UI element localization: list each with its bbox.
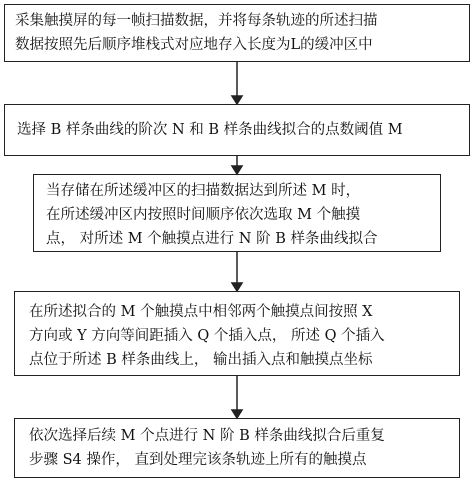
arrow-3-to-4-head bbox=[232, 283, 242, 291]
step-4-line-1: 在所述拟合的 M 个触摸点中相邻两个触摸点间按照 X bbox=[29, 304, 373, 320]
step-box-4 bbox=[14, 291, 460, 376]
step-box-3 bbox=[33, 174, 441, 252]
step-4-line-3: 点位于所述 B 样条曲线上， 输出插入点和触摸点坐标 bbox=[29, 352, 373, 368]
step-3-line-1: 当存储在所述缓冲区的扫描数据达到所述 M 时， bbox=[46, 183, 361, 199]
step-box-1 bbox=[4, 4, 470, 62]
step-box-5 bbox=[14, 418, 460, 478]
arrow-1-to-2-head bbox=[232, 96, 242, 104]
step-1-line-1: 采集触摸屏的每一帧扫描数据，并将每条轨迹的所述扫描 bbox=[15, 13, 378, 29]
step-4-line-2: 方向或 Y 方向等间距插入 Q 个插入点， 所述 Q 个插入 bbox=[29, 328, 385, 344]
step-box-2 bbox=[4, 104, 470, 156]
step-2-line-1: 选择 B 样条曲线的阶次 N 和 B 样条曲线拟合的点数阈值 M bbox=[17, 122, 403, 138]
step-3-line-3: 点， 对所述 M 个触摸点进行 N 阶 B 样条曲线拟合 bbox=[46, 231, 378, 247]
step-3-line-2: 在所述缓冲区内按照时间顺序依次选取 M 个触摸 bbox=[46, 207, 361, 223]
step-5-line-1: 依次选择后续 M 个点进行 N 阶 B 样条曲线拟合后重复 bbox=[29, 428, 385, 444]
step-5-line-2: 步骤 S4 操作， 直到处理完该条轨迹上所有的触摸点 bbox=[29, 452, 367, 468]
arrow-2-to-3-head bbox=[232, 166, 242, 174]
step-1-line-2: 数据按照先后顺序堆栈式对应地存入长度为L的缓冲区中 bbox=[15, 37, 373, 53]
arrow-4-to-5-head bbox=[232, 410, 242, 418]
